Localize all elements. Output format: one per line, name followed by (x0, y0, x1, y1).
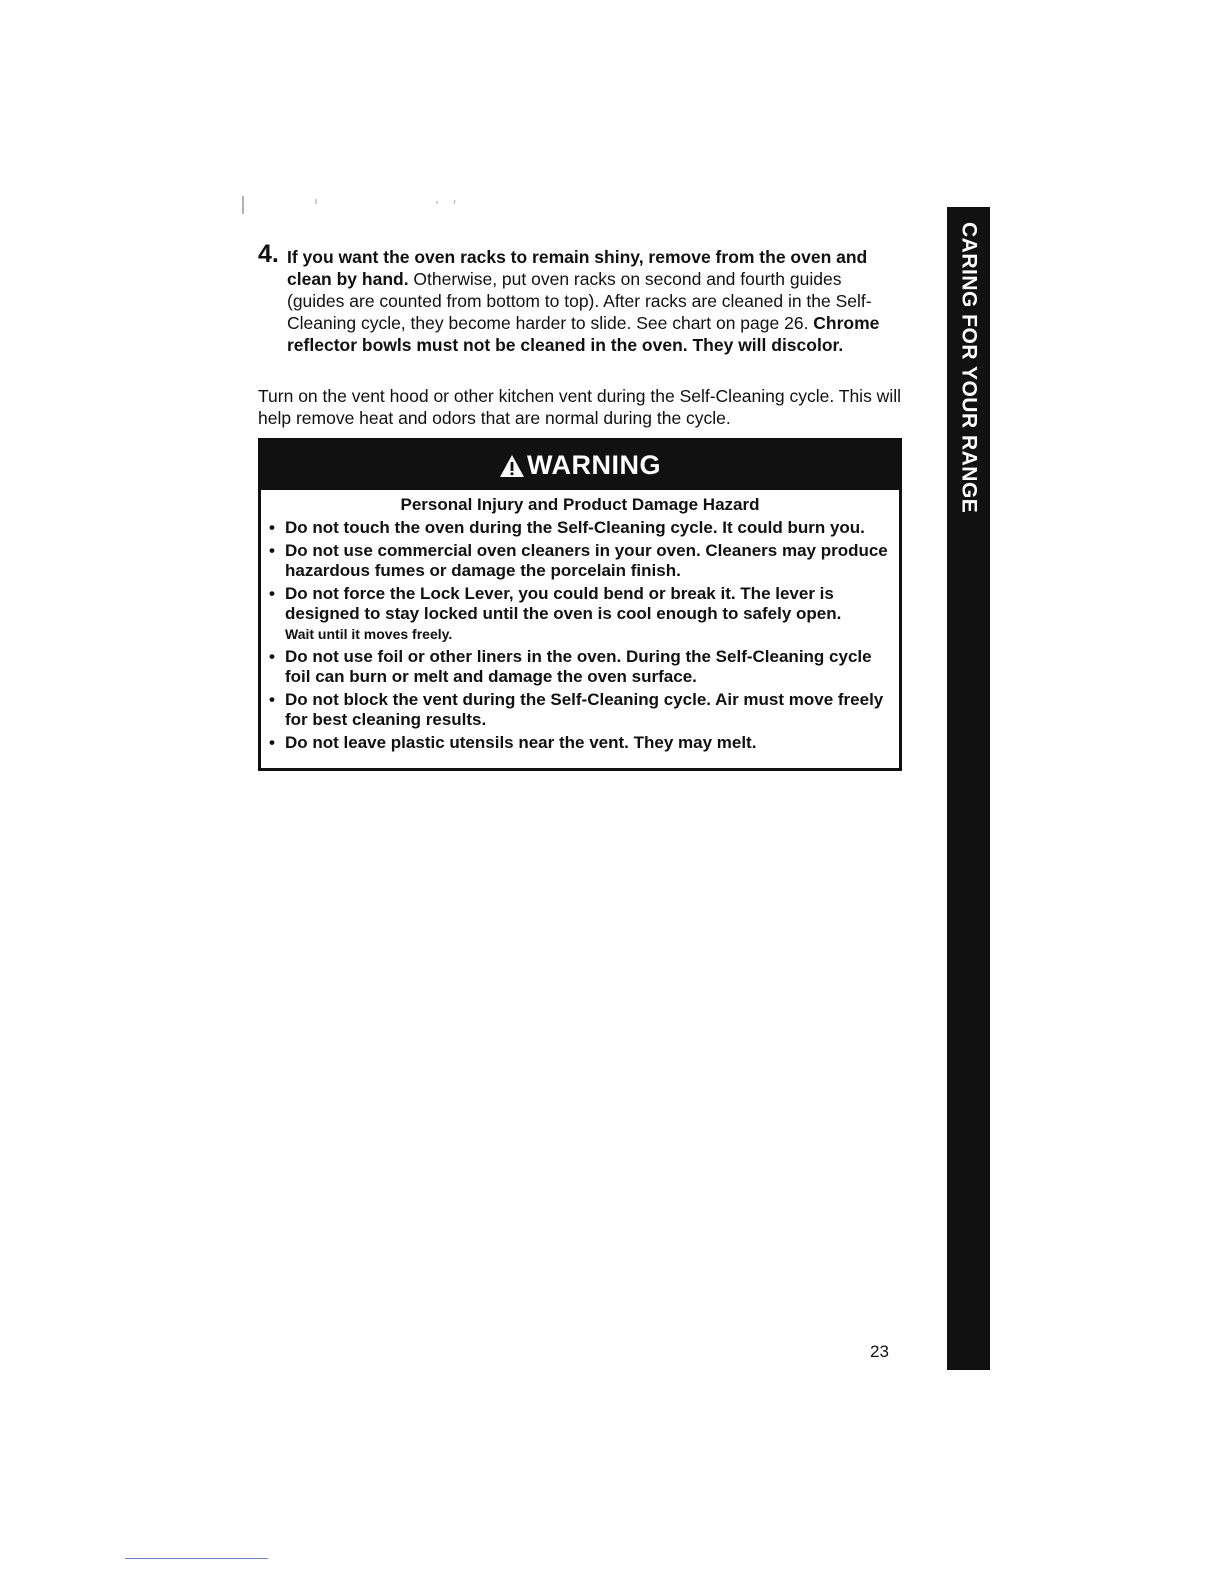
step-lead: If you want the oven racks to remain shiny, remove from the oven and clean by hand. (287, 247, 868, 289)
hazard-item: • Do not block the vent during the Self-Cleaning cycle. Air must move freely for best cleaning results. (285, 690, 889, 730)
warning-box (258, 438, 902, 771)
bottom-rule (125, 1558, 268, 1559)
hazard-item: • Do not use foil or other liners in the oven. During the Self-Cleaning cycle foil can burn or melt and damage the oven surface. (285, 647, 889, 687)
step-chrome-note: Chrome reflector bowls must not be cleaned in the oven. They will discolor. (287, 313, 880, 355)
step-body (287, 246, 898, 356)
hazard-item: • Do not touch the oven during the Self-Cleaning cycle. It could burn you. (285, 518, 889, 538)
step-number: 4. (258, 240, 279, 268)
side-tab-label: CARING FOR YOUR RANGE (957, 222, 981, 514)
hazard-item: • Do not use commercial oven cleaners in your oven. Cleaners may produce hazardous fumes or damage the porcelain finish. (285, 541, 889, 581)
step-text: Otherwise, put oven racks on second and fourth guides (guides are counted from bottom to top). After racks are cleaned in the Self-Cleaning cycle, they become harder to slide. See chart on page 26. (287, 269, 872, 333)
hazard-item-lock-lever (285, 584, 889, 644)
warning-header (261, 441, 899, 490)
warning-title: WARNING (527, 450, 661, 480)
hazard-item-text: Do not force the Lock Lever, you could bend or break it. The lever is designed to stay locked until the oven is cool enough to safely open. (285, 584, 842, 623)
warning-triangle-icon (499, 454, 525, 478)
hazard-list (261, 518, 899, 753)
hazard-item-note: Wait until it moves freely. (285, 626, 453, 642)
hazard-subtitle: Personal Injury and Product Damage Hazard (400, 495, 760, 514)
page-number: 23 (870, 1342, 889, 1361)
step-4 (258, 240, 898, 356)
hazard-item: • Do not leave plastic utensils near the vent. They may melt. (285, 733, 889, 753)
vent-paragraph: Turn on the vent hood or other kitchen vent during the Self-Cleaning cycle. This will help remove heat and odors that are normal during the cycle. (258, 386, 901, 428)
